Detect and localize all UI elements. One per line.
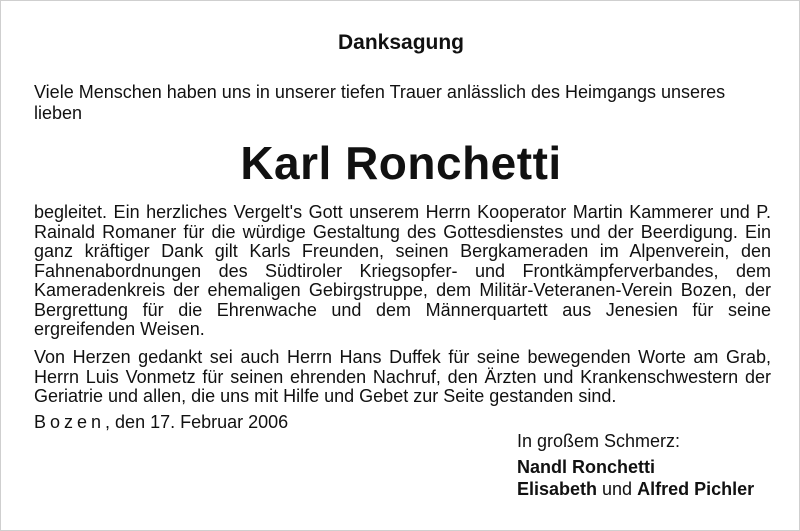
notice-title: Danksagung <box>337 31 465 54</box>
signer-line-2 <box>517 478 754 500</box>
intro-text: Viele Menschen haben uns in unserer tiefen Trauer anlässlich des Heimgangs unseres lieben <box>34 82 726 123</box>
deceased-name: Karl Ronchetti <box>240 137 562 189</box>
place: Bozen <box>34 412 106 432</box>
signer-1: Nandl Ronchetti <box>517 457 655 477</box>
signer-2a: Elisabeth <box>517 479 598 499</box>
place-and-date <box>34 411 288 433</box>
date: , den 17. Februar 2006 <box>105 412 289 432</box>
thanks-paragraph-2: Von Herzen gedankt sei auch Herrn Hans Duffek für seine bewegenden Worte am Grab, Herrn Luis Vonmetz für seinen ehrenden Nachruf, den Ärzten und Krankenschwestern der Geriatrie und allen, die uns mit Hilfe und Gebet zur Seite gestanden sind. <box>34 347 771 406</box>
signer-conjunction: und <box>597 479 638 499</box>
signoff-line: In großem Schmerz: <box>517 431 681 451</box>
signer-2b: Alfred Pichler <box>637 479 755 499</box>
signers <box>517 456 754 500</box>
thanks-paragraph-1: begleitet. Ein herzliches Vergelt's Gott unserem Herrn Kooperator Martin Kammerer und P. Rainald Romaner für die würdige Gestaltung des Gottesdienstes und der Beerdigung. Ein ganz kräftiger Dank gilt Karls Freunden, seinen Bergkameraden im Alpenverein, den Fahnenabordnungen des Südtiroler Kriegsopfer- und Frontkämpferverbandes, dem Kameradenkreis der ehemaligen Gebirgstruppe, dem Militär-Veteranen-Verein Bozen, der Bergrettung für die Ehrenwache und dem Männerquartett aus Jenesien für seine ergreifenden Weisen. <box>34 202 771 339</box>
signer-line-1 <box>517 456 754 478</box>
